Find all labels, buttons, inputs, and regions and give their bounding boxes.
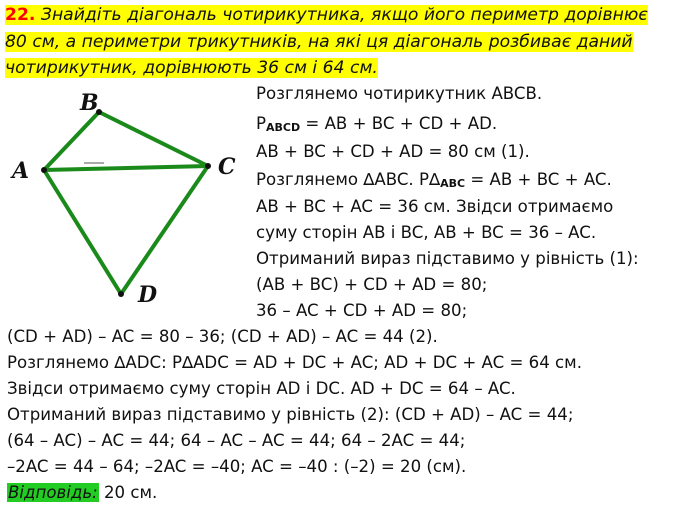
answer-line	[7, 482, 157, 504]
label-c: C	[218, 154, 236, 180]
side-ab	[44, 112, 99, 170]
perimeter-p: P	[256, 114, 267, 133]
label-b: B	[80, 90, 99, 116]
solution-line-12: Звідси отримаємо суму сторін AD і DC. AD + DC = 64 – AC.	[7, 379, 516, 398]
solution-line-3: AB + BC + CD + AD = 80 см (1).	[256, 142, 530, 161]
solution-line-13: Отриманий вираз підставимо у рівність (2): (CD + AD) – AC = 44;	[7, 405, 574, 424]
solution-line-9: 36 – AC + CD + AD = 80;	[256, 301, 468, 320]
problem-number: 22.	[5, 5, 36, 25]
vertex-d	[118, 291, 124, 297]
solution-line-5: AB + BC + AC = 36 см. Звідси отримаємо	[256, 197, 614, 216]
triangle-abc-intro: Розглянемо ∆ABC. P∆	[256, 170, 441, 189]
perimeter-subscript-abcd: ABCD	[266, 121, 301, 134]
label-a: A	[12, 158, 30, 184]
solution-line-7: Отриманий вираз підставимо у рівність (1):	[256, 249, 639, 268]
problem-line-1	[5, 5, 648, 25]
solution-line-15: –2AC = 44 – 64; –2AC = –40; AC = –40 : (–2) = 20 (см).	[7, 457, 467, 476]
solution-line-10: (CD + AD) – AC = 80 – 36; (CD + AD) – AC = 44 (2).	[7, 327, 438, 346]
vertex-c	[205, 163, 211, 169]
solution-line-6: суму сторін AB і BC, AB + BC = 36 – AC.	[256, 223, 597, 242]
perimeter-formula: = AB + BC + CD + AD.	[300, 114, 498, 133]
answer-label: Відповідь:	[8, 483, 98, 502]
vertex-a	[41, 167, 47, 173]
diagonal-ac	[44, 166, 208, 170]
solution-line-1: Розглянемо чотирикутник ABCB.	[256, 84, 543, 103]
solution-line-14: (64 – AC) – AC = 44; 64 – AC – AC = 44; 64 – 2AC = 44;	[7, 431, 466, 450]
solution-line-4	[256, 169, 612, 195]
problem-statement	[5, 2, 691, 82]
triangle-abc-formula: = AB + BC + AC.	[465, 170, 612, 189]
quadrilateral-figure	[0, 82, 250, 307]
solution-line-2	[256, 113, 497, 139]
problem-line-2: 80 см, а периметри трикутників, на які ця діагональ розбиває даний	[5, 31, 633, 52]
solution-line-11: Розглянемо ∆ADC: P∆ADC = AD + DC + AC; AD + DC + AC = 64 см.	[7, 353, 582, 372]
answer-value: 20 см.	[98, 483, 158, 502]
side-ad	[44, 170, 121, 294]
perimeter-subscript-abc: ABC	[440, 177, 466, 190]
side-cd	[121, 166, 208, 294]
problem-text-1: Знайдіть діагональ чотирикутника, якщо його периметр дорівнює	[40, 5, 648, 25]
problem-line-3: чотирикутник, дорівнюють 36 см і 64 см.	[5, 58, 378, 78]
side-bc	[99, 112, 208, 166]
solution-line-8: (AB + BC) + CD + AD = 80;	[256, 275, 488, 294]
label-d: D	[138, 282, 158, 307]
